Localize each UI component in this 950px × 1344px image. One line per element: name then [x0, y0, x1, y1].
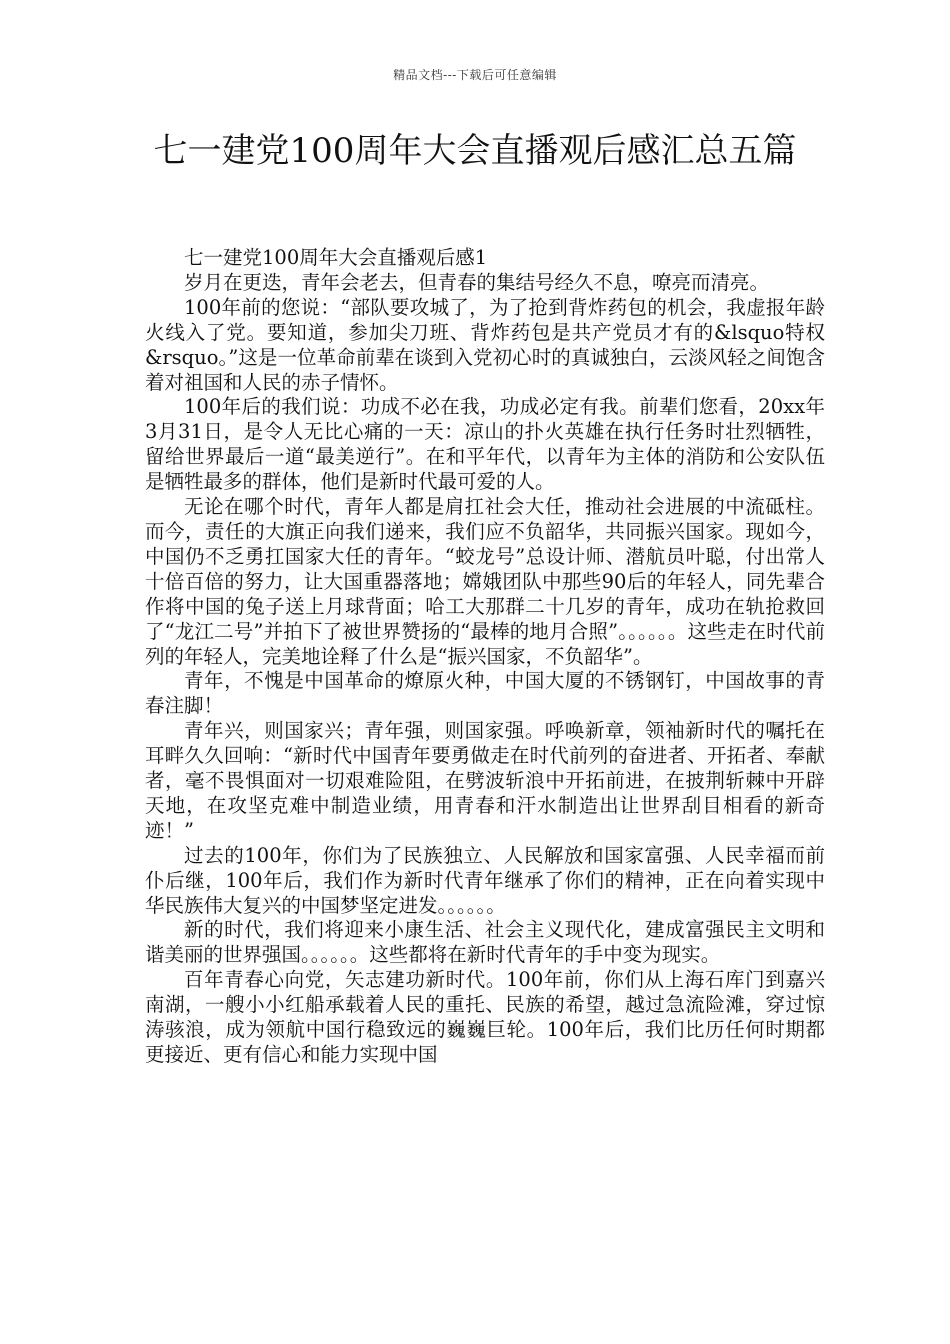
paragraph: 岁月在更迭，青年会老去，但青春的集结号经久不息，嘹亮而清亮。	[184, 270, 770, 294]
paragraph: 百年青春心向党，矢志建功新时代。100年前，你们从上海石库门到嘉兴南湖，一艘小小红船承载着人民的重托、民族的希望，越过急流险滩，穿过惊涛骇浪，成为领航中国行稳致远的巍巍巨轮。100年后，我们比历任何时期都更接近、更有信心和能力实现中国	[145, 968, 825, 1066]
paragraph: 过去的100年，你们为了民族独立、人民解放和国家富强、人民幸福而前仆后继，100年后，我们作为新时代青年继承了你们的精神，正在向着实现中华民族伟大复兴的中国梦坚定进发。。。。。。	[145, 843, 825, 917]
section-heading: 七一建党100周年大会直播观后感1	[184, 246, 488, 269]
document-title: 七一建党100周年大会直播观后感汇总五篇	[153, 131, 797, 171]
paragraph: 100年后的我们说：功成不必在我，功成必定有我。前辈们您看，20xx年3月31日，是令人无比心痛的一天：凉山的扑火英雄在执行任务时壮烈牺牲，留给世界最后一道“最美逆行”。在和平年代，以青年为主体的消防和公安队伍是牺牲最多的群体，他们是新时代最可爱的人。	[145, 395, 825, 494]
paragraph: 青年兴，则国家兴；青年强，则国家强。呼唤新章，领袖新时代的嘱托在耳畔久久回响：“新时代中国青年要勇做走在时代前列的奋进者、开拓者、奉献者，毫不畏惧面对一切艰难险阻，在劈波斩浪中开拓前进，在披荆斩棘中开辟天地，在攻坚克难中制造业绩，用青春和汗水制造出让世界刮目相看的新奇迹！”	[145, 719, 825, 842]
paragraph: 100年前的您说：“部队要攻城了，为了抢到背炸药包的机会，我虚报年龄火线入了党。要知道，参加尖刀班、背炸药包是共产党员才有的&lsquo特权&rsquo。”这是一位革命前辈在谈到入党初心时的真诚独白，云淡风轻之间饱含着对祖国和人民的赤子情怀。	[145, 295, 825, 394]
paragraph: 青年，不愧是中国革命的燎原火种，中国大厦的不锈钢钉，中国故事的青春注脚！	[145, 669, 825, 718]
paragraph: 无论在哪个时代，青年人都是肩扛社会大任，推动社会进展的中流砥柱。而今，责任的大旗正向我们递来，我们应不负韶华，共同振兴国家。现如今，中国仍不乏勇扛国家大任的青年。“蛟龙号”总设计师、潜航员叶聪，付出常人十倍百倍的努力，让大国重器落地；嫦娥团队中那些90后的年轻人，同先辈合作将中国的兔子送上月球背面；哈工大那群二十几岁的青年，成功在轨抢救回了“龙江二号”并拍下了被世界赞扬的“最棒的地月合照”。。。。。。这些走在时代前列的年轻人，完美地诠释了什么是“振兴国家，不负韶华”。	[145, 495, 825, 668]
paragraph: 新的时代，我们将迎来小康生活、社会主义现代化，建成富强民主文明和谐美丽的世界强国。。。。。。这些都将在新时代青年的手中变为现实。	[145, 918, 825, 967]
header-note: 精品文档---下载后可任意编辑	[393, 68, 557, 82]
document-body	[145, 246, 825, 1068]
